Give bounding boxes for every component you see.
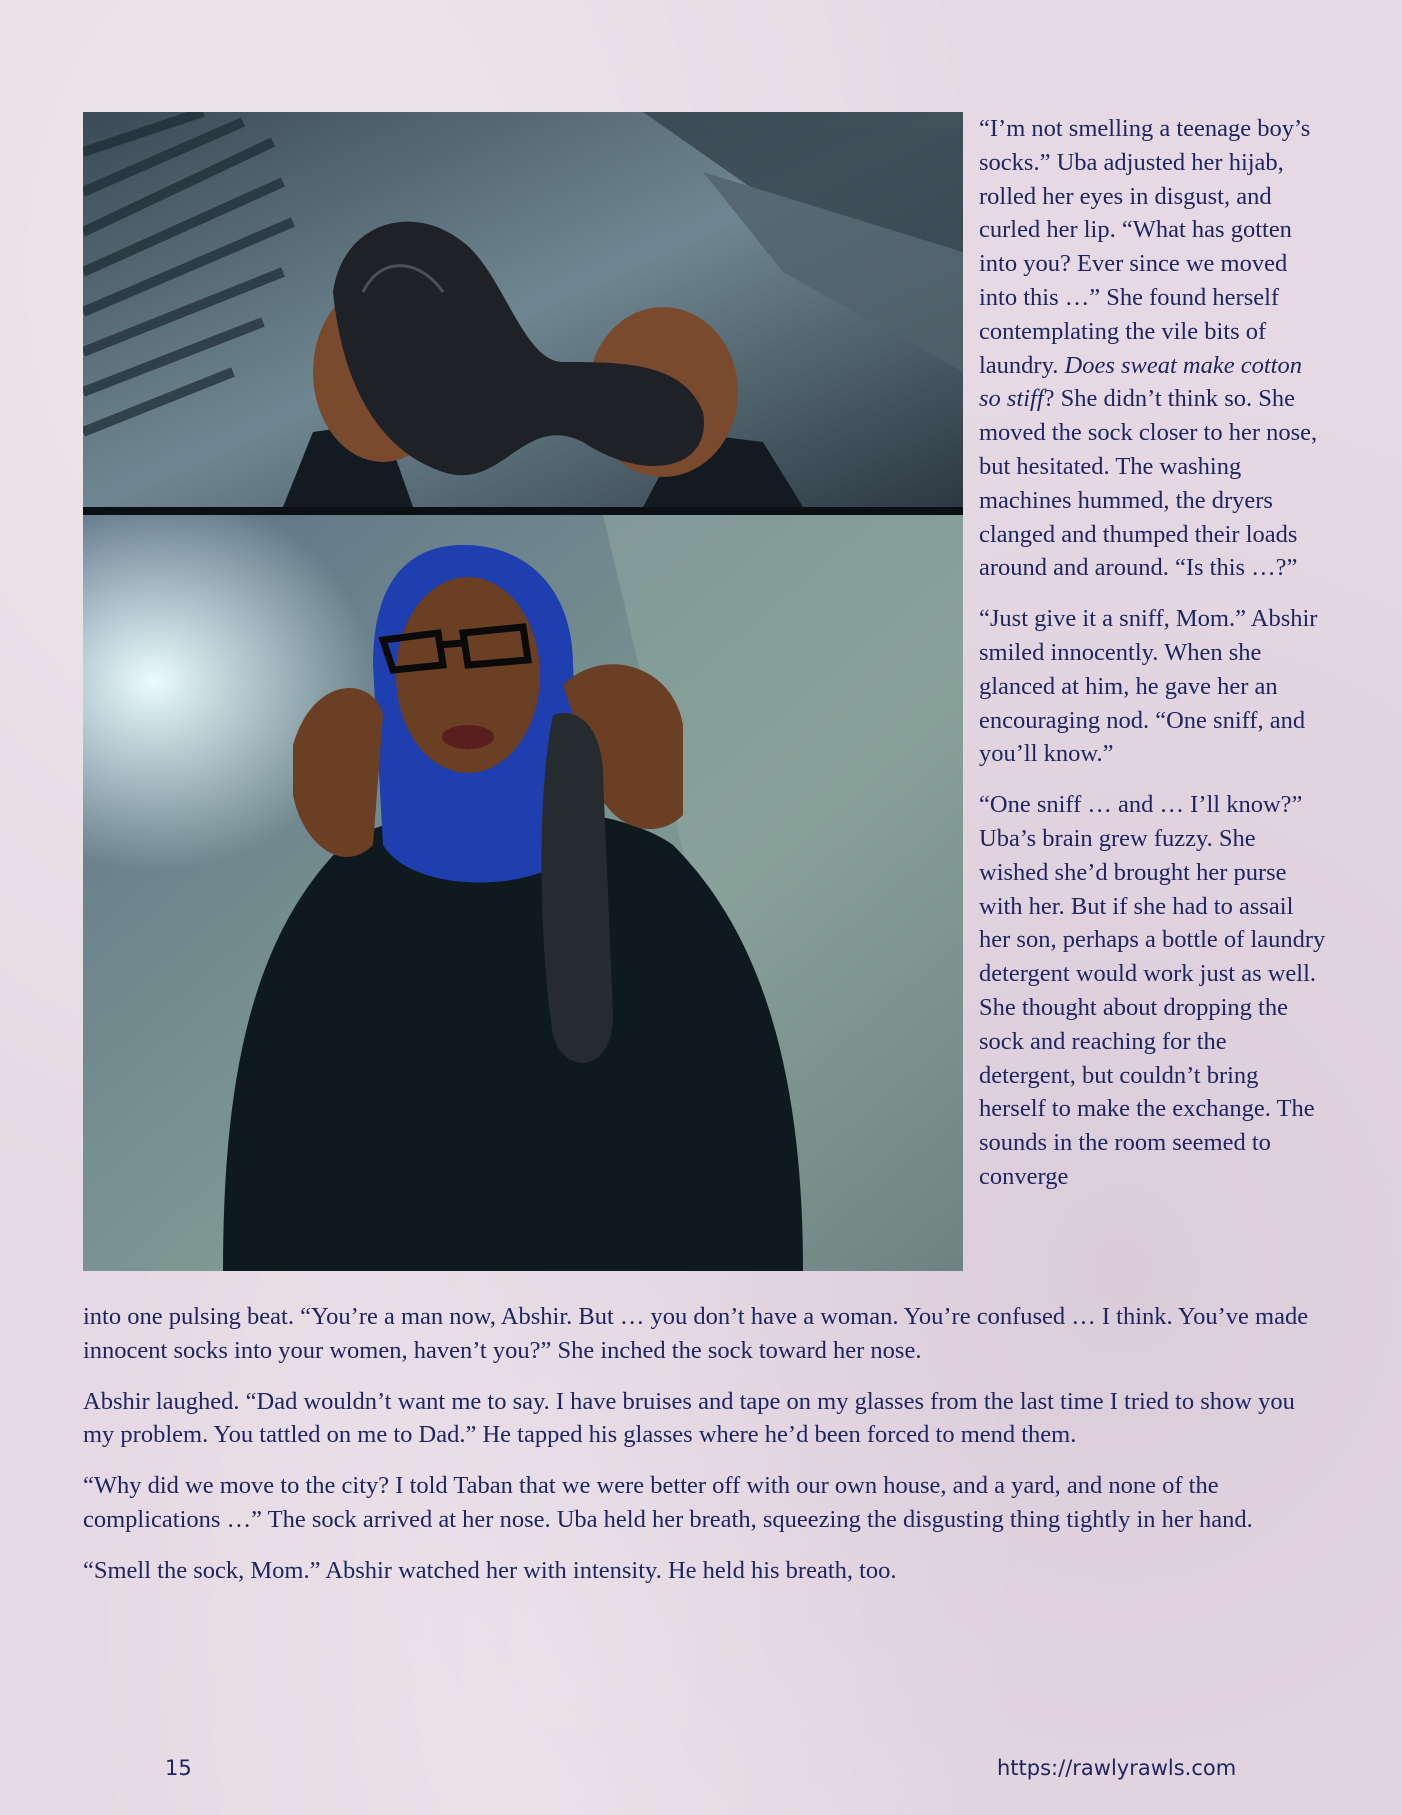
paragraph [979, 112, 1329, 585]
panel-divider [83, 507, 963, 515]
italic-thought: Does sweat make cotton so stiff [979, 351, 1302, 413]
illustration-hands-holding-sock [83, 112, 963, 507]
paragraph: Abshir laughed. “Dad wouldn’t want me to say. I have bruises and tape on my glasses from the last time I tried to show you my problem. You tattled on me to Dad.” He tapped his glasses where he’d been forced to mend them. [83, 1387, 1295, 1449]
footer-url: https://rawlyrawls.com [997, 1756, 1237, 1780]
paragraph: “One sniff … and … I’ll know?” Uba’s brain grew fuzzy. She wished she’d brought her purse with her. But if she had to assail her son, perhaps a bottle of laundry detergent would work just as well. She thought about dropping the sock and reaching for the detergent, but couldn’t bring herself to make the exchange. The sounds in the room seemed to converge [979, 791, 1326, 1190]
paragraph: “Why did we move to the city? I told Taban that we were better off with our own house, and a yard, and none of the complications …” The sock arrived at her nose. Uba held her breath, squeezing the disgusting thing tightly in her hand. [83, 1472, 1253, 1533]
page-number: 15 [165, 1756, 192, 1780]
column-text [979, 112, 1329, 1211]
paragraph: “Just give it a sniff, Mom.” Abshir smiled innocently. When she glanced at him, he gave her an encouraging nod. “One sniff, and you’ll know.” [979, 605, 1318, 768]
paragraph-text: ? She didn’t think so. She moved the sock closer to her nose, but hesitated. The washing machines hummed, the dryers clanged and thumped their loads around and around. “Is this …?” [979, 385, 1318, 582]
paragraph-text: “I’m not smelling a teenage boy’s socks.” Uba adjusted her hijab, rolled her eyes in disgust, and curled her lip. “What has gotten into you? Ever since we moved into this …” She found herself contemplating the vile bits of laundry. [979, 115, 1311, 379]
paragraph: “Smell the sock, Mom.” Abshir watched her with intensity. He held his breath, too. [83, 1556, 897, 1584]
illustration-woman-in-hijab-holding-sock [83, 515, 963, 1271]
comic-illustration [83, 112, 963, 1271]
paragraph: into one pulsing beat. “You’re a man now, Abshir. But … you don’t have a woman. You’re confused … I think. You’ve made innocent socks into your women, haven’t you?” She inched the sock toward her nose. [83, 1303, 1309, 1364]
full-width-text [83, 1300, 1328, 1605]
